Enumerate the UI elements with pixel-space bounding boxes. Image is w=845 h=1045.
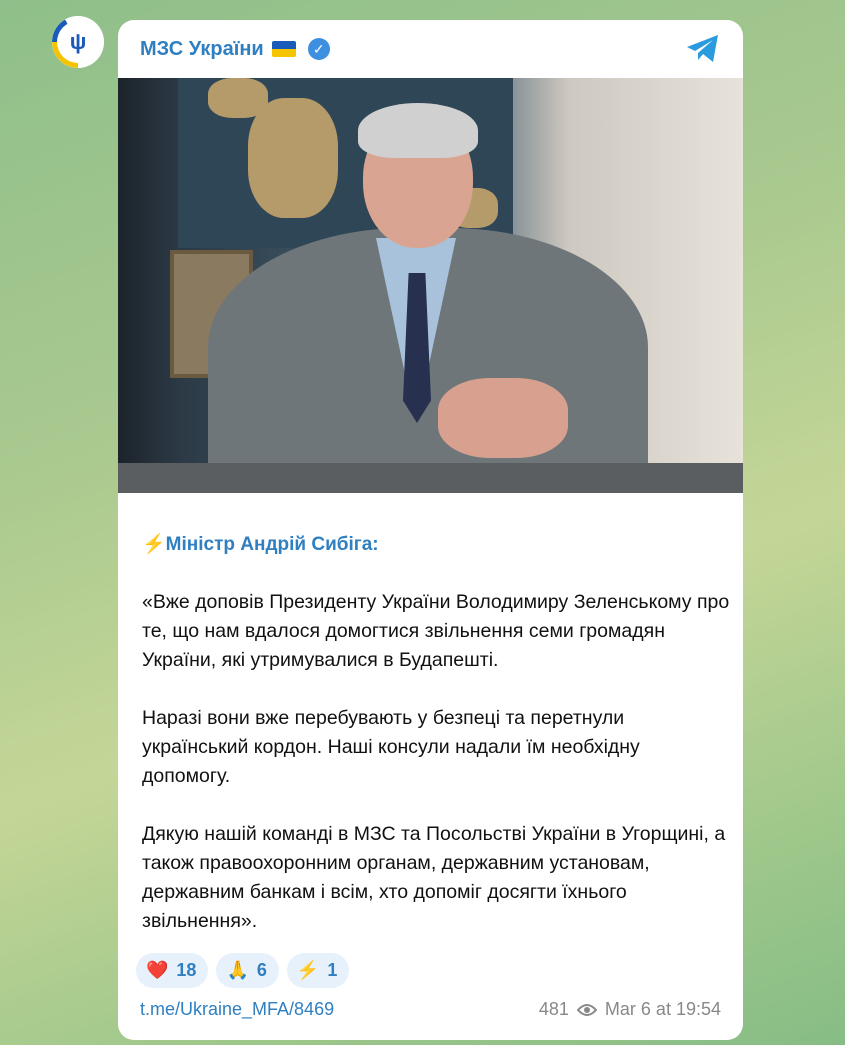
reaction-pray[interactable] <box>216 953 278 988</box>
post-card <box>118 20 743 1040</box>
post-date: Mar 6 at 19:54 <box>604 999 721 1019</box>
channel-name[interactable]: МЗС України <box>140 37 264 60</box>
telegram-icon[interactable] <box>685 34 721 64</box>
reactions <box>136 953 349 988</box>
reaction-count: 6 <box>256 960 267 980</box>
post-paragraph: «Вже доповів Президенту України Володимиру Зеленському про те, що нам вдалося домогтися звільнення семи громадян України, які утримувалися в Будапешті. <box>142 591 730 671</box>
post-paragraph: Наразі вони вже перебувають у безпеці та перетнули український кордон. Наші консули надали їм необхідну допомогу. <box>142 707 640 787</box>
channel-avatar[interactable] <box>52 16 104 68</box>
post-header <box>118 20 743 78</box>
pray-icon: 🙏 <box>226 960 249 980</box>
ukraine-flag-icon <box>272 41 296 57</box>
reaction-heart[interactable] <box>136 953 208 988</box>
eye-icon <box>577 1003 597 1017</box>
reaction-count: 18 <box>176 960 197 980</box>
lightning-icon: ⚡ <box>296 960 320 980</box>
post-lead: ⚡Міністр Андрій Сибіга: <box>142 534 379 555</box>
post-photo[interactable] <box>118 78 743 493</box>
reaction-lightning[interactable] <box>287 953 349 988</box>
view-count: 481 <box>538 999 569 1019</box>
reaction-count: 1 <box>327 960 338 980</box>
post-paragraph: Дякую нашій команді в МЗС та Посольстві України в Угорщині, а також правоохоронним органам, державним установам, державним банкам і всім, хто допоміг досягти їхнього звільнення». <box>142 823 726 932</box>
post-link[interactable]: t.me/Ukraine_MFA/8469 <box>140 999 335 1019</box>
post-footer <box>140 999 721 1020</box>
post-text <box>142 510 732 965</box>
verified-badge-icon: ✓ <box>308 38 330 60</box>
trident-icon: ψ <box>69 29 87 54</box>
heart-icon: ❤️ <box>146 960 169 980</box>
